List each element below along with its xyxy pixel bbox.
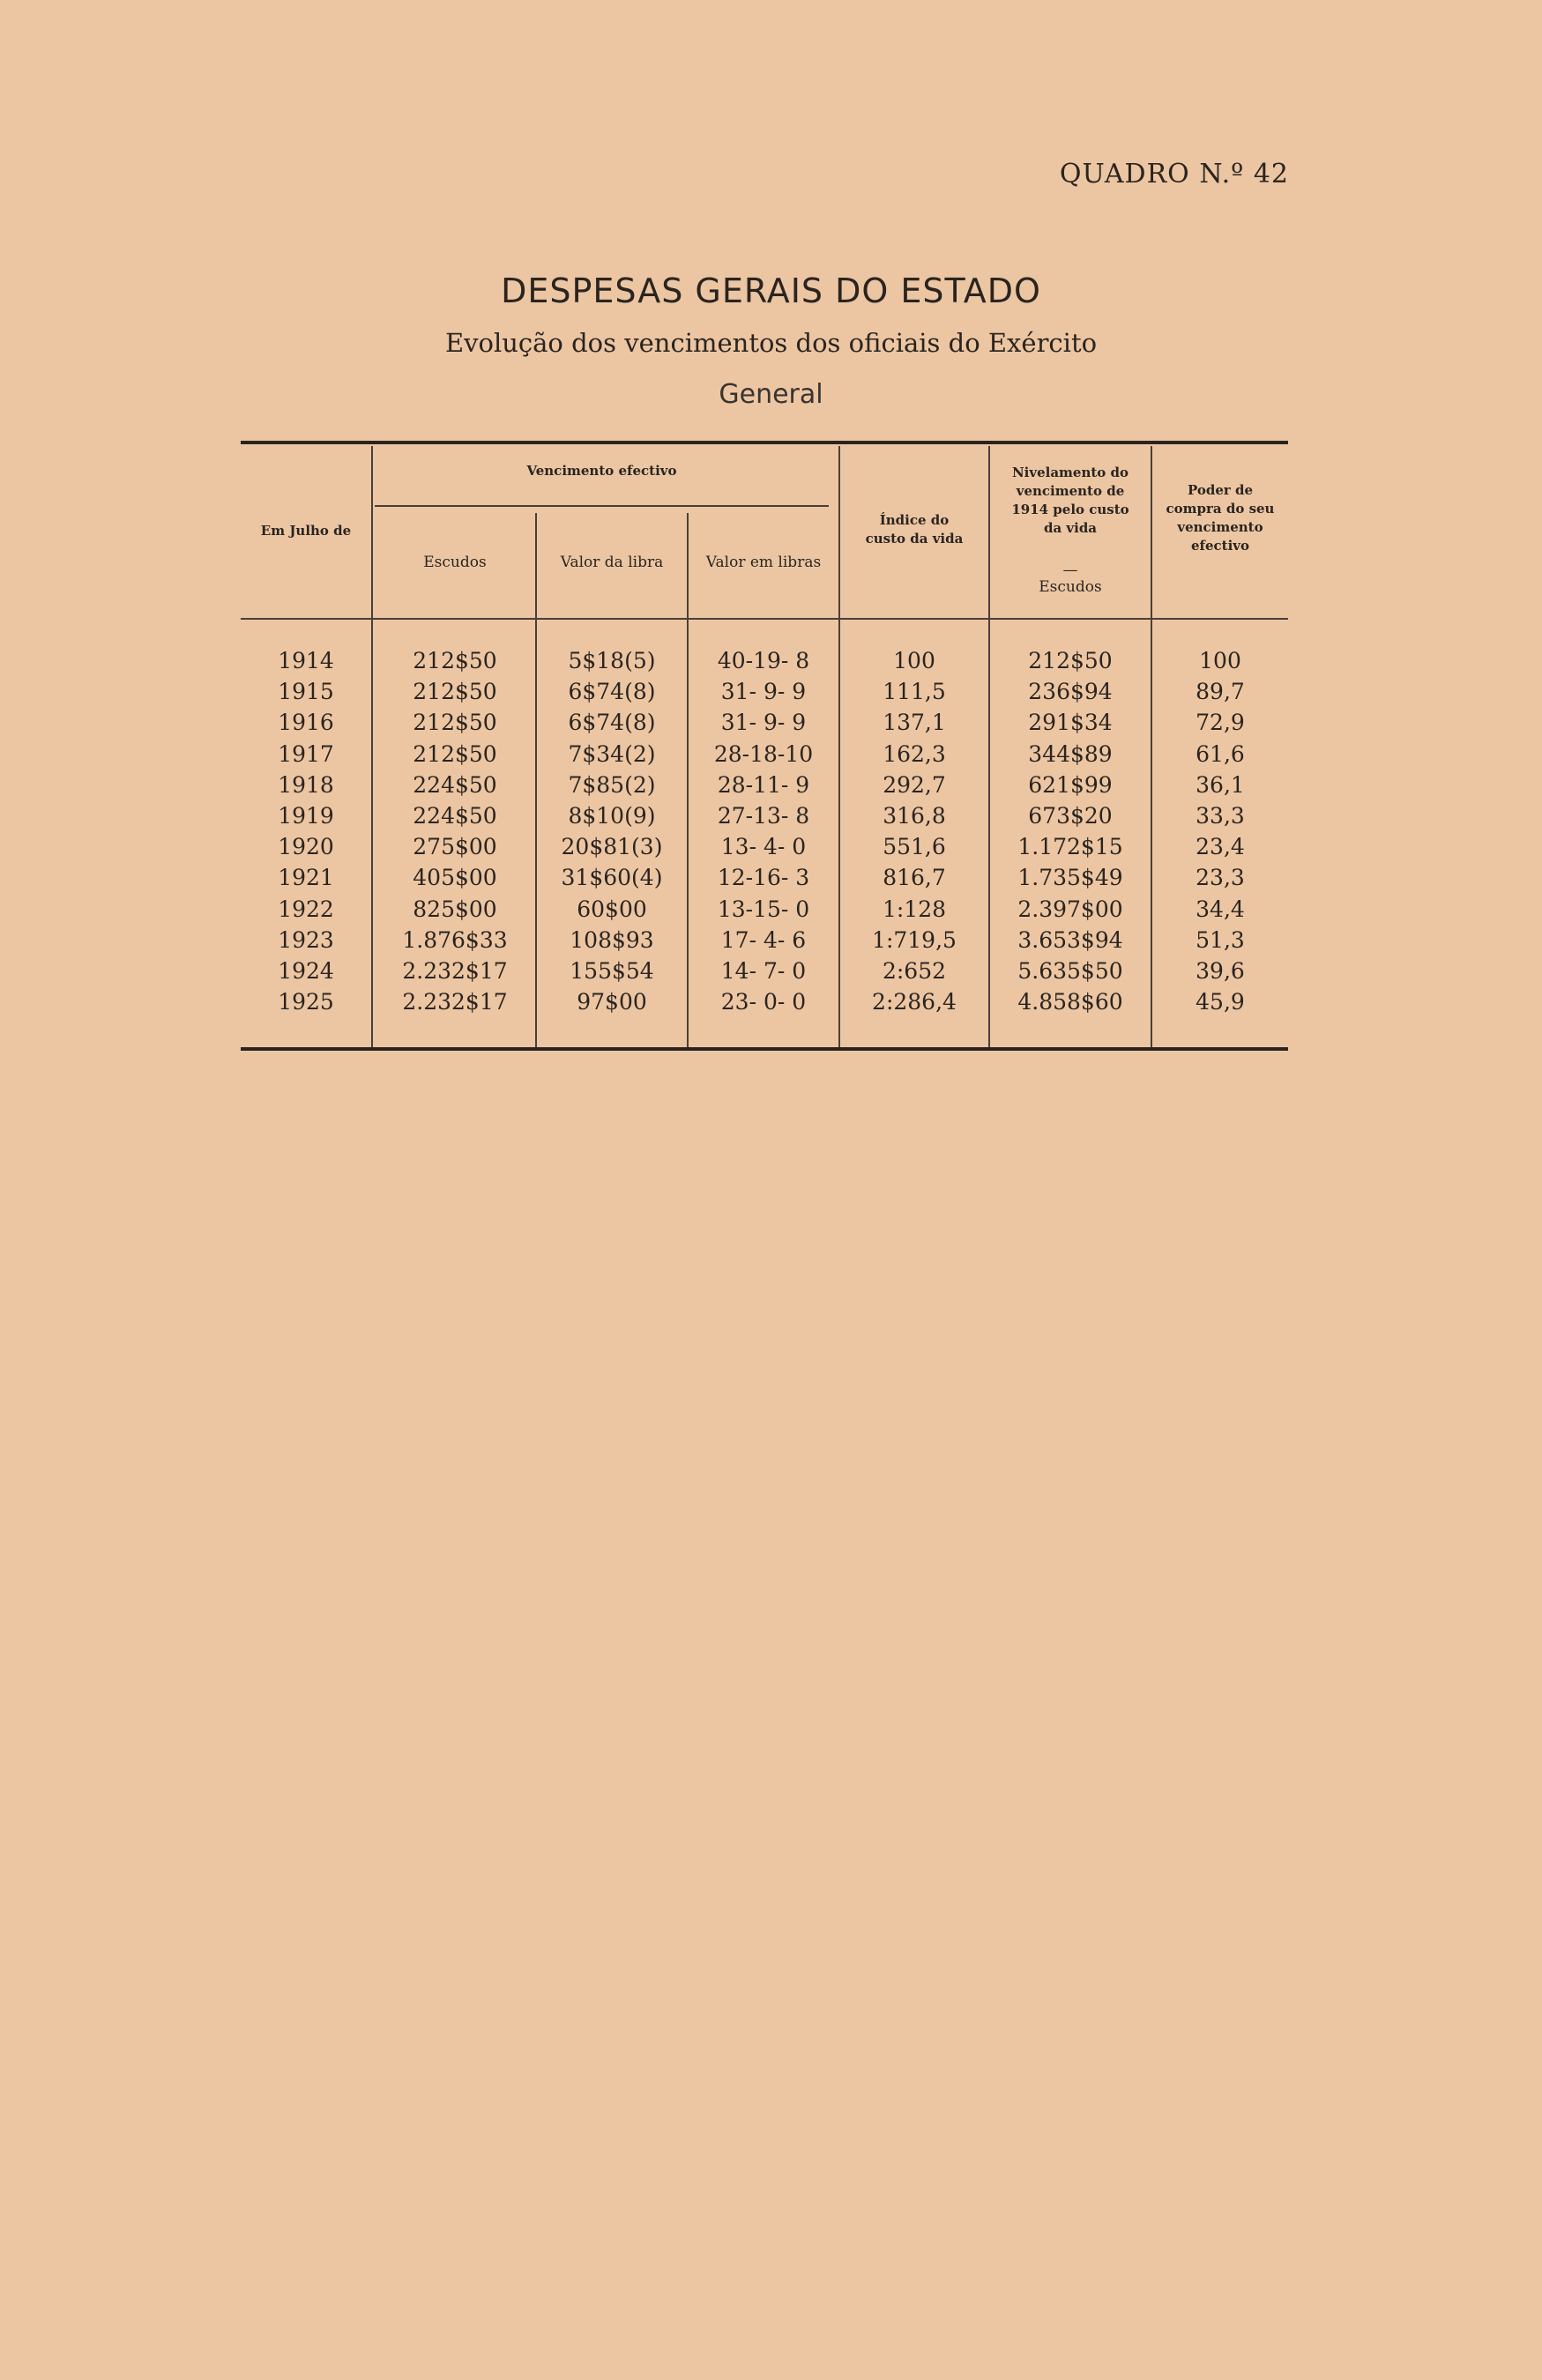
cell-libras: 23- 0- 0: [720, 989, 807, 1015]
table-row: [241, 862, 1288, 893]
cell-indice: 2:652: [882, 958, 947, 984]
cell-escudos: 224$50: [413, 771, 497, 798]
cell-libra: 155$54: [570, 958, 654, 984]
cell-escudos: 275$00: [413, 834, 497, 860]
cell-libras: 17- 4- 6: [720, 926, 807, 953]
cell-escudos: 1.876$33: [402, 926, 508, 953]
table-row: [241, 770, 1288, 800]
table-row: [241, 739, 1288, 770]
cell-indice: 162,3: [883, 740, 946, 767]
cell-indice: 1:719,5: [872, 926, 957, 953]
cell-nivel: 1.735$49: [1017, 865, 1123, 891]
cell-year: 1919: [278, 803, 334, 829]
cell-escudos: 212$50: [413, 710, 497, 736]
cell-nivel: 236$94: [1028, 679, 1113, 705]
cell-year: 1916: [278, 710, 334, 736]
cell-indice: 111,5: [883, 679, 946, 705]
header-bottom-rule: [241, 618, 1288, 620]
cell-libra: 20$81(3): [561, 834, 663, 860]
cell-escudos: 2.232$17: [402, 989, 508, 1015]
cell-poder: 23,4: [1196, 834, 1245, 860]
cell-escudos: 224$50: [413, 803, 497, 829]
cell-libras: 40-19- 8: [717, 648, 810, 673]
cell-poder: 36,1: [1196, 771, 1245, 798]
table-row: [241, 707, 1288, 738]
table-row: [241, 956, 1288, 986]
cell-year: 1921: [278, 865, 334, 891]
cell-escudos: 212$50: [413, 679, 497, 705]
table-row: [241, 645, 1288, 676]
header-nivelamento: Nivelamento do vencimento de 1914 pelo custo da vida: [1011, 465, 1129, 536]
cell-libra: 5$18(5): [568, 648, 656, 673]
table-bottom-rule: [241, 1047, 1288, 1051]
table-row: [241, 800, 1288, 831]
cell-libras: 13- 4- 0: [720, 834, 807, 860]
header-poder-compra: Poder de compra do seu vencimento efectivo: [1166, 482, 1275, 554]
cell-libra: 60$00: [577, 896, 647, 922]
cell-poder: 100: [1199, 648, 1241, 673]
cell-libra: 8$10(9): [568, 803, 656, 829]
cell-indice: 292,7: [883, 771, 946, 798]
cell-year: 1914: [278, 648, 334, 673]
table-row: [241, 831, 1288, 862]
cell-escudos: 212$50: [413, 740, 497, 767]
cell-libras: 27-13- 8: [717, 803, 810, 829]
cell-escudos: 405$00: [413, 865, 497, 891]
cell-libras: 31- 9- 9: [720, 710, 807, 736]
cell-libra: 6$74(8): [568, 679, 656, 705]
cell-poder: 89,7: [1196, 679, 1245, 705]
cell-nivel: 212$50: [1028, 648, 1113, 673]
cell-libra: 97$00: [577, 989, 647, 1015]
cell-nivel: 673$20: [1028, 803, 1113, 829]
cell-libras: 13-15- 0: [717, 896, 810, 922]
header-year: Em Julho de: [260, 523, 352, 539]
cell-indice: 551,6: [883, 834, 946, 860]
cell-nivel: 4.858$60: [1017, 989, 1123, 1015]
cell-year: 1924: [278, 958, 334, 984]
cell-indice: 100: [893, 648, 935, 673]
cell-libras: 28-11- 9: [717, 771, 810, 798]
cell-poder: 34,4: [1196, 896, 1245, 922]
page-title: DESPESAS GERAIS DO ESTADO: [501, 271, 1041, 310]
cell-year: 1917: [278, 740, 334, 767]
table-row: [241, 894, 1288, 925]
cell-nivel: 3.653$94: [1017, 926, 1123, 953]
cell-libras: 14- 7- 0: [720, 958, 807, 984]
group-header-rule: [375, 505, 829, 507]
cell-libras: 28-18-10: [713, 740, 814, 767]
header-nivelamento-dash: —: [1062, 562, 1078, 579]
cell-poder: 39,6: [1196, 958, 1245, 984]
table-row: [241, 986, 1288, 1017]
cell-escudos: 212$50: [413, 648, 497, 673]
cell-libra: 6$74(8): [568, 710, 656, 736]
cell-escudos: 2.232$17: [402, 958, 508, 984]
cell-libra: 7$85(2): [568, 771, 656, 798]
cell-poder: 33,3: [1196, 803, 1245, 829]
cell-indice: 137,1: [883, 710, 946, 736]
cell-nivel: 1.172$15: [1017, 834, 1123, 860]
cell-libras: 31- 9- 9: [720, 679, 807, 705]
table-row: [241, 676, 1288, 707]
category-label: General: [719, 379, 823, 410]
cell-libras: 12-16- 3: [717, 865, 810, 891]
cell-nivel: 2.397$00: [1017, 896, 1123, 922]
cell-year: 1923: [278, 926, 334, 953]
cell-poder: 72,9: [1196, 710, 1245, 736]
header-nivelamento-escudos: Escudos: [1039, 578, 1102, 596]
cell-poder: 45,9: [1196, 989, 1245, 1015]
header-valor-em-libras: Valor em libras: [705, 554, 822, 571]
cell-libra: 7$34(2): [568, 740, 656, 767]
cell-libra: 108$93: [570, 926, 654, 953]
header-vencimento-efectivo: Vencimento efectivo: [526, 463, 677, 479]
cell-indice: 1:128: [882, 896, 947, 922]
cell-poder: 61,6: [1196, 740, 1245, 767]
cell-year: 1915: [278, 679, 334, 705]
cell-poder: 51,3: [1196, 926, 1245, 953]
cell-year: 1922: [278, 896, 334, 922]
cell-nivel: 5.635$50: [1017, 958, 1123, 984]
table-number: QUADRO N.º 42: [1059, 159, 1289, 190]
table-row: [241, 925, 1288, 956]
header-indice-custo-vida: Índice do custo da vida: [865, 512, 964, 547]
header-valor-libra: Valor da libra: [560, 554, 664, 571]
cell-poder: 23,3: [1196, 865, 1245, 891]
cell-nivel: 291$34: [1028, 710, 1113, 736]
header-escudos: Escudos: [423, 554, 487, 571]
cell-indice: 316,8: [883, 803, 946, 829]
cell-escudos: 825$00: [413, 896, 497, 922]
cell-year: 1918: [278, 771, 334, 798]
cell-indice: 816,7: [883, 865, 946, 891]
cell-libra: 31$60(4): [561, 865, 663, 891]
cell-year: 1920: [278, 834, 334, 860]
page-subtitle: Evolução dos vencimentos dos oficiais do Exército: [444, 328, 1098, 358]
cell-nivel: 344$89: [1028, 740, 1113, 767]
salary-table: [241, 441, 1288, 1051]
table-top-rule: [241, 441, 1288, 444]
cell-nivel: 621$99: [1028, 771, 1113, 798]
cell-indice: 2:286,4: [872, 989, 957, 1015]
cell-year: 1925: [278, 989, 334, 1015]
